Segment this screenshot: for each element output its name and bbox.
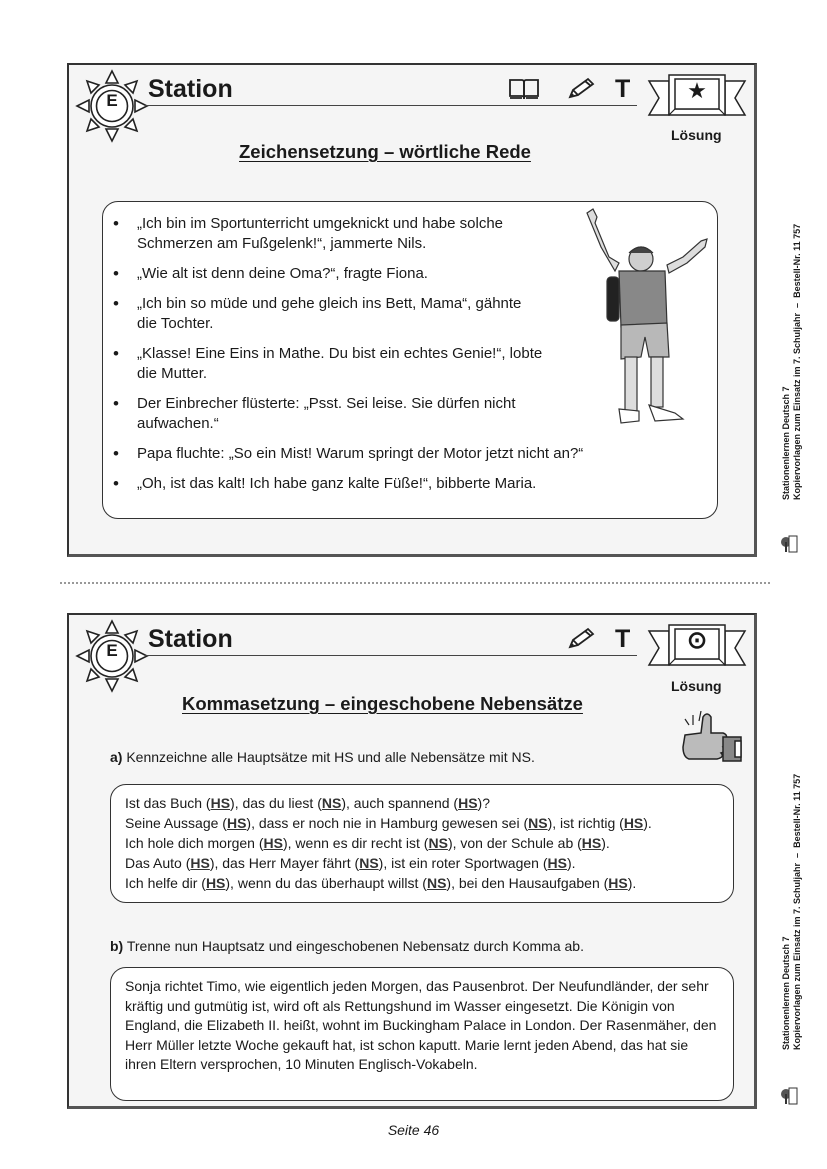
- tool-letter: T: [615, 75, 631, 103]
- list-item: • Der Einbrecher flüsterte: „Psst. Sei leise. Sie dürfen nicht aufwachen.“: [103, 394, 537, 434]
- sentence-text: ), auch spannend (: [341, 795, 459, 811]
- cut-line: [60, 582, 770, 584]
- cheering-boy-photo: [579, 207, 711, 437]
- publisher-logo-icon: [780, 534, 798, 554]
- paragraph-b: Sonja richtet Timo, wie eigentlich jeden Morgen, das Pausenbrot. Der Neufundländer, der sehr kräftig und gutmütig ist, wird oft als Rettungshund im Wasser eingesetzt. Die Königin von England, die Elizabeth II. heißt, wohnt im Buckingham Palace in London. Der Rasenmäher, den Herr Müller letzte Woche gekauft hat, ist schon kaputt. Marie lernt jeden Abend, das hat sie ihren Eltern versprochen, 10 Minuten Englisch-Vokabeln.: [125, 978, 717, 1072]
- star-icon: ★: [687, 78, 707, 103]
- clause-marker: NS: [359, 855, 379, 871]
- sentence-text: ), wenn es dir recht ist (: [282, 835, 429, 851]
- sentence-text: ), bei den Hausaufgaben (: [446, 875, 609, 891]
- title-rule: [145, 655, 637, 656]
- sentence-text: Ich hole dich morgen (: [125, 835, 264, 851]
- title-rule: [145, 105, 637, 106]
- sentence-text: Das Auto (: [125, 855, 191, 871]
- thumbs-up-icon: [679, 711, 743, 769]
- clause-marker: HS: [263, 835, 283, 851]
- sentence-text: ), dass er noch nie in Hamburg gewesen sei (: [246, 815, 529, 831]
- sentence-text: ), das Herr Mayer fährt (: [209, 855, 360, 871]
- sentence-line: [125, 873, 733, 893]
- station-title: Station: [148, 75, 233, 103]
- tool-letter: T: [615, 625, 631, 653]
- task-b-label: b): [110, 938, 124, 954]
- sentence-text: Ist das Buch (: [125, 795, 211, 811]
- sentence-text: ), ist richtig (: [547, 815, 624, 831]
- task-a: [110, 749, 535, 765]
- sentence-line: [125, 853, 733, 873]
- target-icon: ⊙: [686, 627, 708, 654]
- station-card-1: [67, 63, 757, 557]
- clause-marker: NS: [428, 835, 448, 851]
- sentence-box-a: [110, 784, 734, 903]
- publisher-logo-icon: [780, 1086, 798, 1106]
- sentence-line: [125, 813, 733, 833]
- sidebar-line2b: Bestell-Nr. 11 757: [792, 773, 802, 848]
- sentence-text: )?: [477, 795, 490, 811]
- sidebar-line2a: Kopiervorlagen zum Einsatz im 7. Schuljahr: [792, 862, 802, 1050]
- clause-marker: HS: [210, 795, 231, 811]
- sidebar-line1: Stationenlernen Deutsch 7: [781, 936, 791, 1050]
- sentence-text: ), von der Schule ab (: [447, 835, 582, 851]
- task-b-text: Trenne nun Hauptsatz und eingeschobenen Nebensatz durch Komma ab.: [126, 938, 584, 954]
- task-b: [110, 938, 584, 954]
- clause-marker: HS: [458, 795, 478, 811]
- sentence-text: ).: [643, 815, 652, 831]
- sidebar-line2a: Kopiervorlagen zum Einsatz im 7. Schuljahr: [792, 312, 802, 500]
- list-item: • Papa fluchte: „So ein Mist! Warum springt der Motor jetzt nicht an?“: [103, 444, 707, 464]
- list-item: • „Klasse! Eine Eins in Mathe. Du bist ein echtes Genie!“, lobte die Mutter.: [103, 344, 557, 384]
- station-letter: E: [106, 91, 118, 110]
- task-a-text: Kennzeichne alle Hauptsätze mit HS und alle Nebensätze mit NS.: [126, 749, 535, 765]
- sentence-text: Ich helfe dir (: [125, 875, 206, 891]
- book-icon: [508, 77, 540, 101]
- clause-marker: HS: [623, 815, 644, 831]
- page-number: Seite 46: [387, 1122, 440, 1138]
- station-subtitle: Kommasetzung – eingeschobene Nebensätze: [182, 693, 583, 714]
- solution-label: Lösung: [671, 678, 722, 694]
- station-letter: E: [106, 641, 118, 660]
- clause-marker: HS: [205, 875, 226, 891]
- sidebar-imprint-bottom: [781, 690, 802, 1050]
- sidebar-sep: –: [792, 852, 802, 858]
- sentence-text: ), ist ein roter Sportwagen (: [378, 855, 548, 871]
- pencil-icon: [566, 77, 596, 101]
- sidebar-imprint-top: [781, 140, 802, 500]
- pencil-icon: [566, 627, 596, 651]
- list-item: • „Oh, ist das kalt! Ich habe ganz kalte Füße!“, bibberte Maria.: [103, 474, 707, 494]
- sidebar-line2b: Bestell-Nr. 11 757: [792, 223, 802, 298]
- list-item: • „Wie alt ist denn deine Oma?“, fragte Fiona.: [103, 264, 707, 284]
- station-title: Station: [148, 625, 233, 653]
- clause-marker: NS: [321, 795, 342, 811]
- station-subtitle: Zeichensetzung – wörtliche Rede: [239, 141, 531, 162]
- sidebar-text: [781, 774, 803, 1050]
- clause-marker: HS: [190, 855, 210, 871]
- paragraph-box-b: [110, 967, 734, 1101]
- sidebar-sep: –: [792, 302, 802, 308]
- sidebar-text: [781, 224, 803, 500]
- station-card-2: [67, 613, 757, 1109]
- sentence-text: ).: [627, 875, 637, 891]
- solution-label: Lösung: [671, 127, 722, 143]
- clause-marker: HS: [581, 835, 602, 851]
- sentence-line: [125, 793, 733, 813]
- sidebar-line1: Stationenlernen Deutsch 7: [781, 386, 791, 500]
- sentence-text: ), das du liest (: [230, 795, 322, 811]
- sentence-text: ).: [566, 855, 576, 871]
- clause-marker: NS: [528, 815, 548, 831]
- sentence-list-a: [125, 793, 733, 893]
- sentence-text: Seine Aussage (: [125, 815, 227, 831]
- list-item: • „Ich bin im Sportunterricht umgeknickt und habe solche Schmerzen am Fußgelenk!“, jammerte Nils.: [103, 214, 547, 254]
- clause-marker: HS: [226, 815, 247, 831]
- sentence-text: ).: [601, 835, 610, 851]
- clause-marker: NS: [426, 875, 447, 891]
- sentence-line: [125, 833, 733, 853]
- list-item: • „Ich bin so müde und gehe gleich ins Bett, Mama“, gähnte die Tochter.: [103, 294, 527, 334]
- task-a-label: a): [110, 749, 123, 765]
- sentence-text: ), wenn du das überhaupt willst (: [225, 875, 427, 891]
- clause-marker: HS: [608, 875, 628, 891]
- clause-marker: HS: [547, 855, 567, 871]
